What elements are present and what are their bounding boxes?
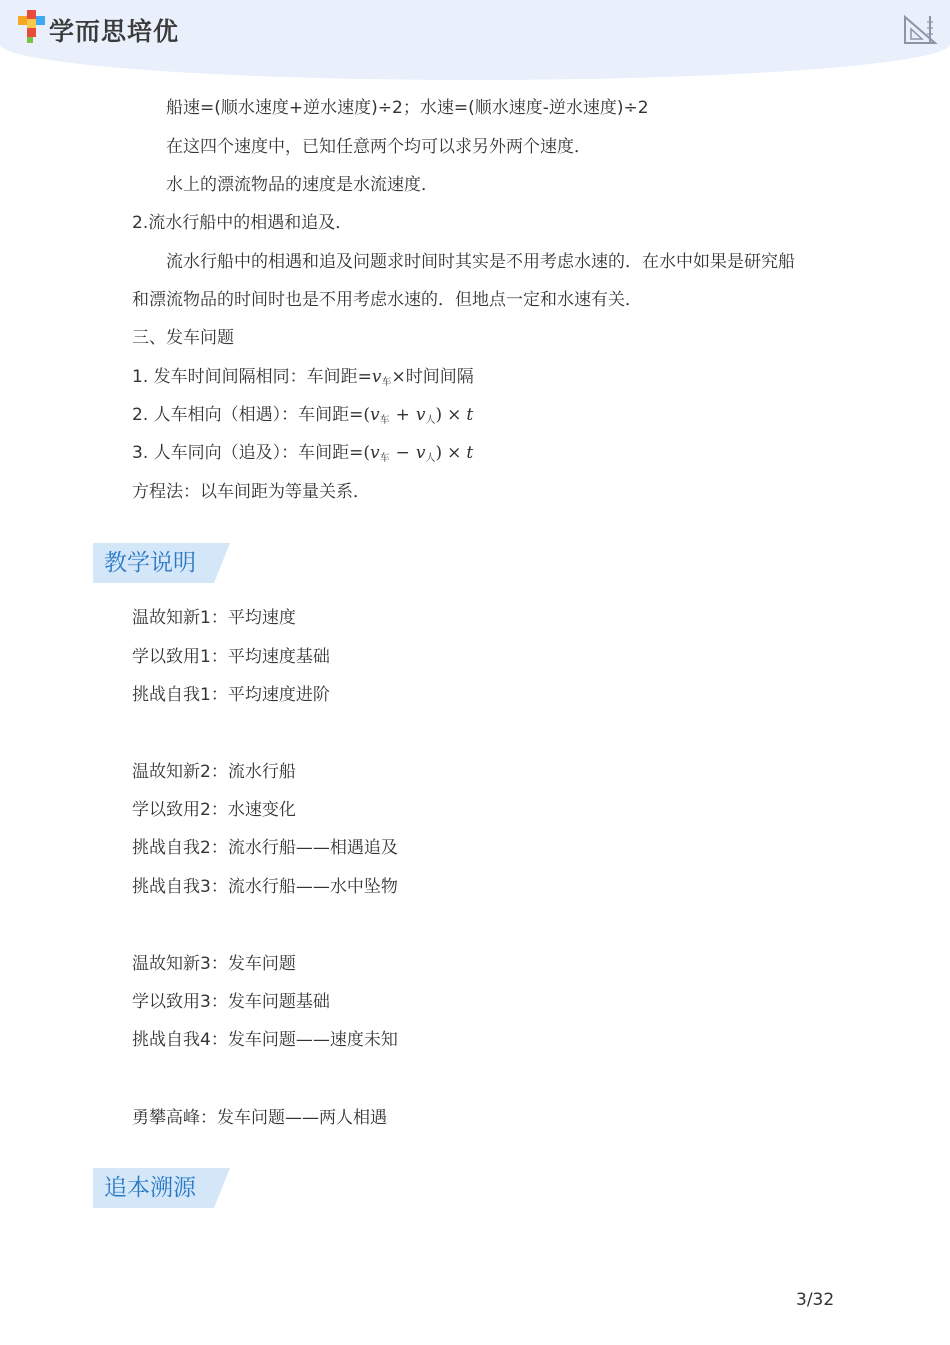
math-sub: 车 <box>379 453 390 464</box>
math-sub: 车 <box>379 415 390 426</box>
list-item: 学以致用3：发车问题基础 <box>132 992 330 1012</box>
math-op: × <box>447 405 462 425</box>
page-number: 3/32 <box>796 1290 835 1310</box>
list-item: 温故知新3：发车问题 <box>132 954 296 974</box>
list-item: 学以致用1：平均速度基础 <box>132 647 330 667</box>
brand-name: 学而思培优 <box>49 17 180 46</box>
formula-1 <box>132 366 474 394</box>
page-header <box>0 0 950 80</box>
math-var: v <box>371 367 382 387</box>
paragraph: 方程法：以车间距为等量关系． <box>132 482 370 502</box>
section-heading-origins: 追本溯源 <box>93 1168 214 1208</box>
list-item: 挑战自我1：平均速度进阶 <box>132 685 330 705</box>
paragraph: 在这四个速度中，已知任意两个均可以求另外两个速度． <box>166 137 591 157</box>
paragraph: 和漂流物品的时间时也是不用考虑水速的．但地点一定和水速有关． <box>132 290 642 310</box>
subheading: 三、发车问题 <box>132 328 234 348</box>
formula-text: 2. 人车相向（相遇）：车间距= <box>132 405 364 425</box>
math-sub: 人 <box>425 415 436 426</box>
formula-text: 1. 发车时间间隔相同：车间距= <box>132 367 372 387</box>
math-op: × <box>447 443 462 463</box>
divide-text: ÷2 <box>623 98 649 118</box>
math-paren: ) <box>435 405 443 425</box>
math-var: v <box>415 443 426 463</box>
list-item: 温故知新2：流水行船 <box>132 762 296 782</box>
paragraph: 水上的漂流物品的速度是水流速度． <box>166 175 438 195</box>
math-var: v <box>415 405 426 425</box>
math-paren: ( <box>363 405 371 425</box>
list-item: 学以致用2：水速变化 <box>132 800 296 820</box>
formula-text: ×时间间隔 <box>391 367 474 387</box>
logo-icon <box>18 10 46 44</box>
math-op: + <box>395 405 410 425</box>
formula-3 <box>132 442 473 470</box>
water-speed-text: ÷2；水速=(顺水速度-逆水速度) <box>377 98 624 118</box>
math-var: t <box>466 443 474 463</box>
math-var: t <box>466 405 474 425</box>
math-op: − <box>395 443 410 463</box>
math-paren: ( <box>363 443 371 463</box>
list-item: 温故知新1：平均速度 <box>132 608 296 628</box>
math-var: v <box>370 405 380 425</box>
math-var: v <box>370 443 380 463</box>
list-item: 挑战自我2：流水行船——相遇追及 <box>132 838 398 858</box>
boat-speed-text: 船速=(顺水速度+逆水速度) <box>166 98 378 118</box>
boat-speed-formula <box>166 97 649 119</box>
list-item: 挑战自我4：发车问题——速度未知 <box>132 1030 398 1050</box>
paragraph: 流水行船中的相遇和追及问题求时间时其实是不用考虑水速的．在水中如果是研究船 <box>166 252 795 272</box>
math-paren: ) <box>435 443 443 463</box>
formula-text: 3. 人车同向（追及）：车间距= <box>132 443 364 463</box>
ruler-triangle-icon <box>902 14 938 46</box>
math-sub: 人 <box>425 453 436 464</box>
math-sub: 车 <box>381 377 392 388</box>
section-heading-teaching-notes: 教学说明 <box>93 543 214 583</box>
formula-2 <box>132 404 473 432</box>
list-item: 勇攀高峰：发车问题——两人相遇 <box>132 1108 387 1128</box>
subheading: 2.流水行船中的相遇和追及． <box>132 213 353 233</box>
list-item: 挑战自我3：流水行船——水中坠物 <box>132 877 398 897</box>
